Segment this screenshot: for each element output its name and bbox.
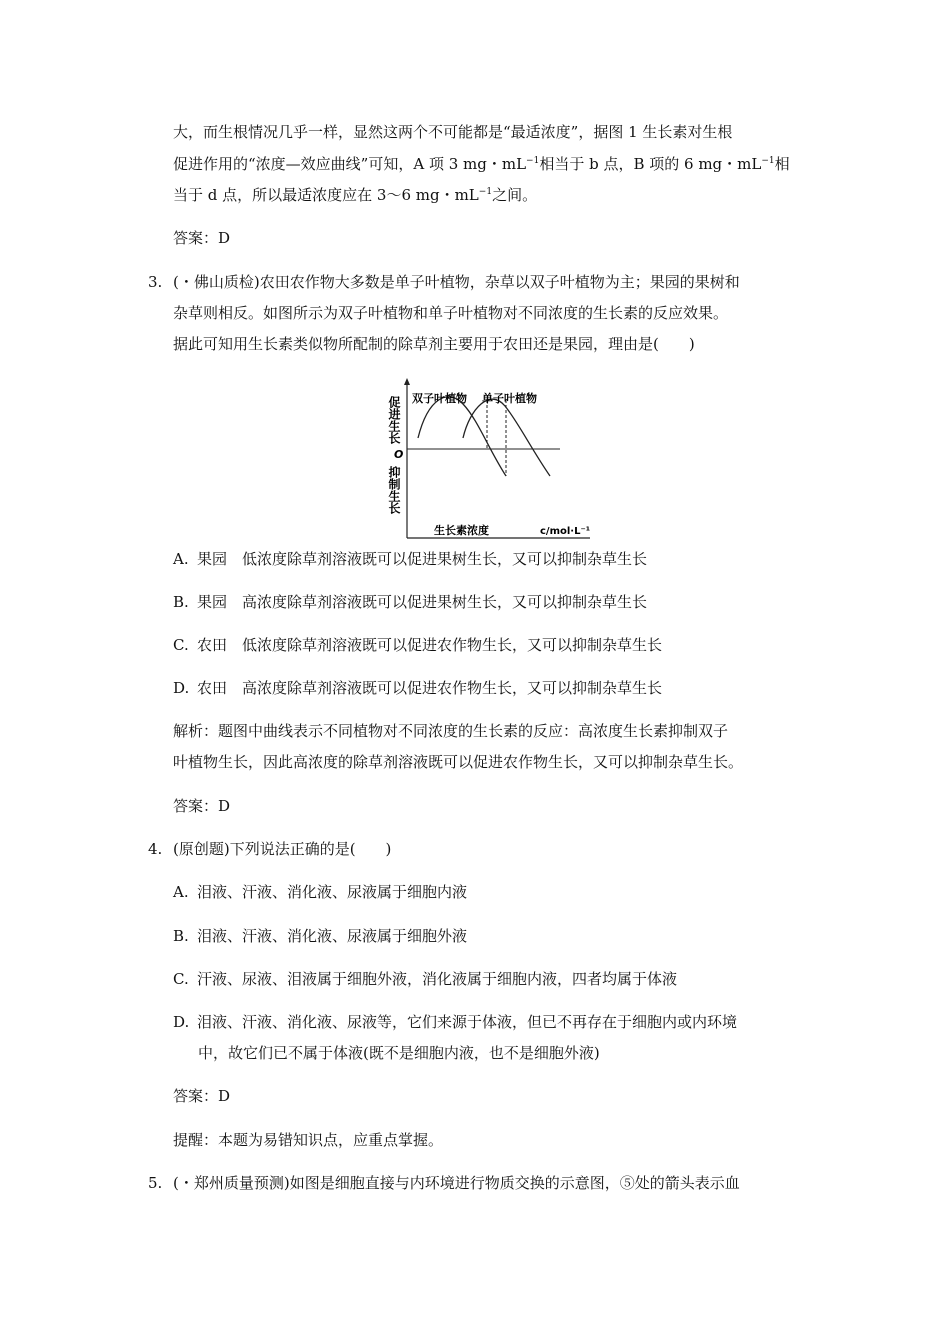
question-4-tip: 提醒：本题为易错知识点，应重点掌握。 [173, 1131, 444, 1149]
option-label: D. [173, 1013, 190, 1031]
question-5-number: 5. [148, 1174, 163, 1192]
question-4-option-a [173, 882, 467, 902]
question-3-stem-line-3: 据此可知用生长素类似物所配制的除草剂主要用于农田还是果园，理由是( ) [173, 335, 695, 353]
prev-explanation-line-2 [173, 154, 790, 174]
option-text: 果园 低浓度除草剂溶液既可以促进果树生长，又可以抑制杂草生长 [197, 550, 648, 568]
y-axis-arrow [404, 378, 410, 385]
monocot-label: 单子叶植物 [482, 392, 537, 405]
x-axis-label: 生长素浓度 [434, 524, 489, 537]
question-3-option-d [173, 678, 662, 698]
question-3-option-a [173, 549, 647, 569]
y-top-label: 促进生长 [387, 396, 401, 444]
question-5-stem: (・郑州质量预测)如图是细胞直接与内环境进行物质交换的示意图，⑤处的箭头表示血 [173, 1174, 740, 1192]
y-bottom-label: 抑制生长 [387, 466, 401, 514]
superscript: −1 [478, 187, 493, 197]
question-4-option-d-continued: 中，故它们已不属于体液(既不是细胞内液，也不是细胞外液) [198, 1044, 600, 1062]
dicot-curve [418, 397, 506, 476]
superscript: −1 [526, 156, 540, 166]
option-text: 农田 低浓度除草剂溶液既可以促进农作物生长，又可以抑制杂草生长 [197, 636, 663, 654]
question-3-stem-line-1: (・佛山质检)农田农作物大多数是单子叶植物，杂草以双子叶植物为主；果园的果树和 [173, 273, 740, 291]
prev-explanation-line-2a: 促进作用的“浓度—效应曲线”可知，A 项 3 mg・mL [173, 155, 527, 173]
superscript: −1 [761, 156, 775, 166]
question-3-option-c [173, 635, 662, 655]
question-4-stem: (原创题)下列说法正确的是( ) [173, 840, 392, 858]
option-text: 农田 高浓度除草剂溶液既可以促进农作物生长，又可以抑制杂草生长 [197, 679, 663, 697]
question-3-analysis-line-1: 解析：题图中曲线表示不同植物对不同浓度的生长素的反应：高浓度生长素抑制双子 [173, 722, 729, 740]
option-label: B. [173, 927, 189, 945]
prev-explanation-line-2c: 相 [774, 155, 790, 173]
option-label: A. [173, 883, 189, 901]
question-4-option-b [173, 926, 467, 946]
auxin-response-figure [360, 378, 600, 543]
question-4-answer: 答案：D [173, 1087, 231, 1105]
question-4-option-d [173, 1012, 737, 1032]
option-label: C. [173, 636, 189, 654]
prev-explanation-line-3 [173, 185, 537, 205]
option-label: B. [173, 593, 189, 611]
question-3-option-b [173, 592, 647, 612]
question-3-number: 3. [148, 273, 163, 291]
x-axis-unit: c/mol·L⁻¹ [540, 526, 591, 537]
option-label: C. [173, 970, 189, 988]
question-3-stem-line-2: 杂草则相反。如图所示为双子叶植物和单子叶植物对不同浓度的生长素的反应效果。 [173, 304, 729, 322]
prev-answer: 答案：D [173, 229, 231, 247]
option-text: 泪液、汗液、消化液、尿液属于细胞内液 [197, 883, 468, 901]
dicot-label: 双子叶植物 [412, 392, 467, 405]
prev-explanation-line-3a: 当于 d 点，所以最适浓度应在 3～6 mg・mL [173, 186, 479, 204]
origin-label: O [394, 448, 404, 461]
option-text: 果园 高浓度除草剂溶液既可以促进果树生长，又可以抑制杂草生长 [197, 593, 648, 611]
question-4-option-c [173, 969, 677, 989]
prev-explanation-line-2b: 相当于 b 点，B 项的 6 mg・mL [539, 155, 762, 173]
option-label: A. [173, 550, 189, 568]
question-4-number: 4. [148, 840, 163, 858]
prev-explanation-line-3b: 之间。 [492, 186, 538, 204]
option-text: 泪液、汗液、消化液、尿液等，它们来源于体液，但已不再存在于细胞内或内环境 [197, 1013, 738, 1031]
question-3-answer: 答案：D [173, 797, 231, 815]
option-text: 泪液、汗液、消化液、尿液属于细胞外液 [197, 927, 468, 945]
prev-explanation-line-1: 大，而生根情况几乎一样，显然这两个不可能都是“最适浓度”，据图 1 生长素对生根 [173, 123, 733, 141]
option-text: 汗液、尿液、泪液属于细胞外液，消化液属于细胞内液，四者均属于体液 [197, 970, 678, 988]
question-3-analysis-line-2: 叶植物生长，因此高浓度的除草剂溶液既可以促进农作物生长，又可以抑制杂草生长。 [173, 753, 744, 771]
option-label: D. [173, 679, 190, 697]
